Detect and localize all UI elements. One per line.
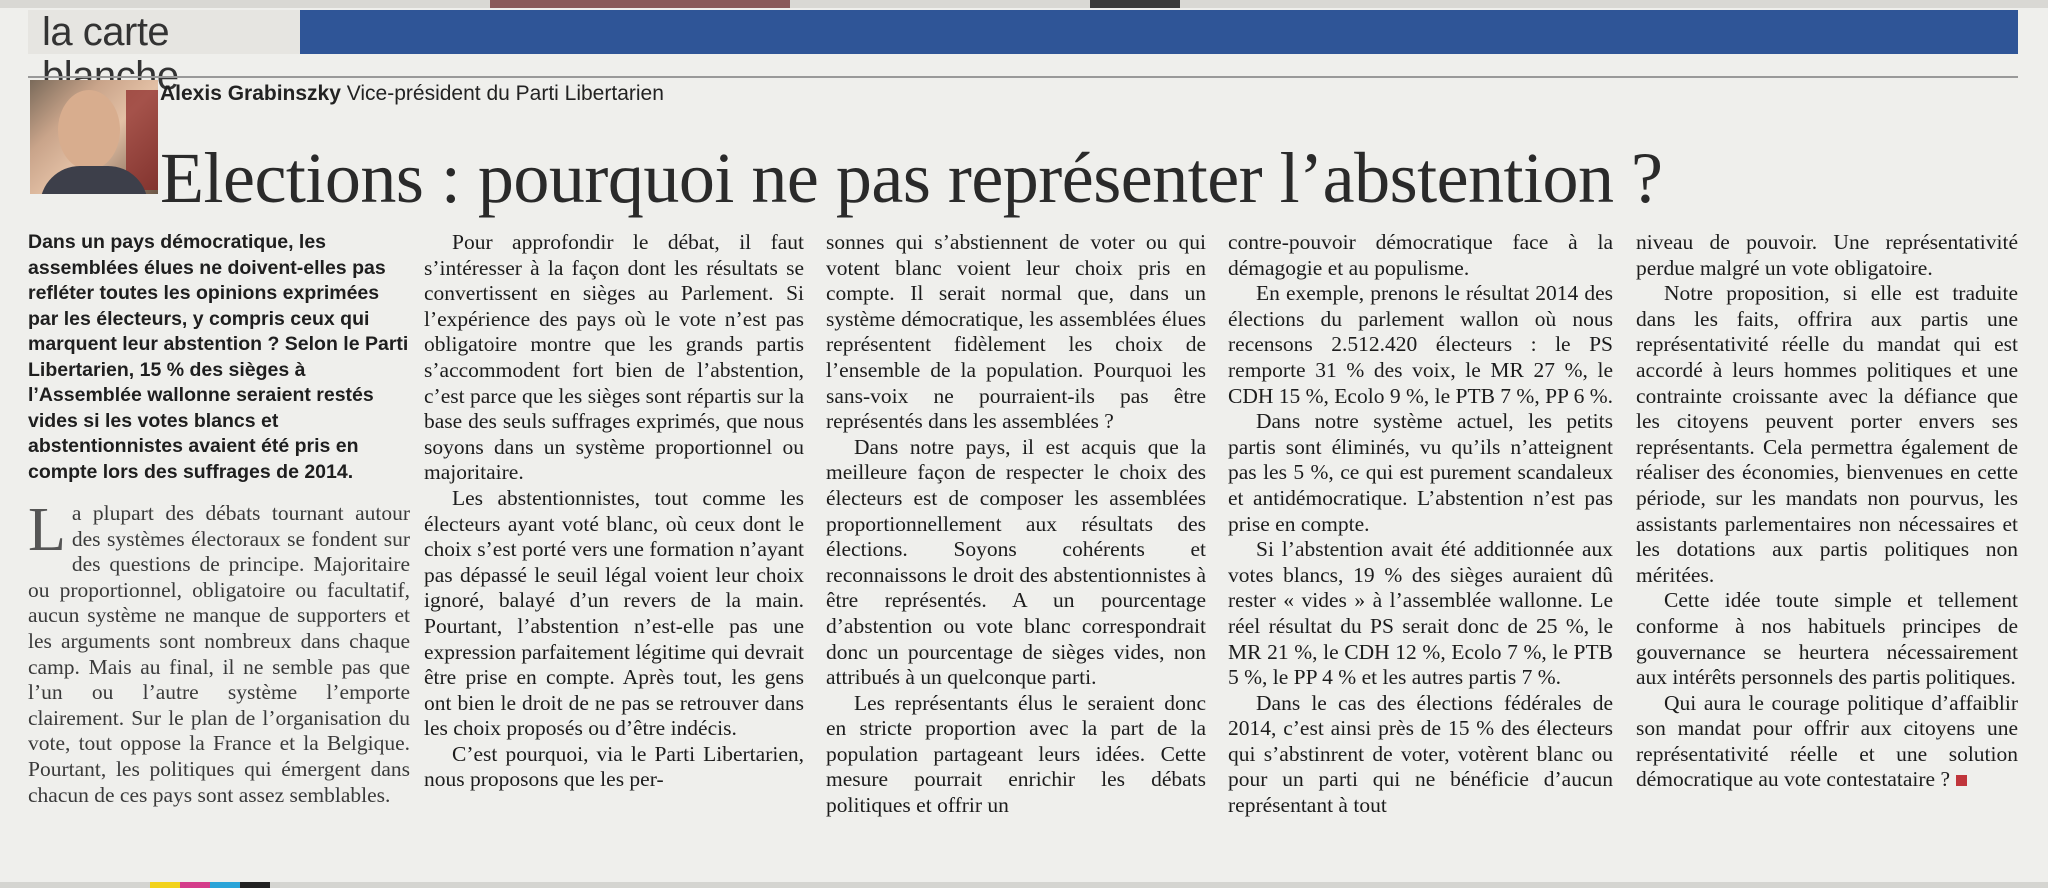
divider bbox=[28, 76, 2018, 78]
byline bbox=[160, 80, 664, 108]
column-3 bbox=[826, 230, 1206, 819]
author-role: Vice-président du Parti Libertarien bbox=[346, 82, 664, 105]
author-photo bbox=[30, 80, 158, 194]
body-paragraph: C’est pourquoi, via le Parti Libertarien, nous proposons que les per- bbox=[424, 741, 804, 792]
author-name: Alexis Grabinszky bbox=[160, 82, 341, 105]
previous-page-strip bbox=[0, 0, 2048, 8]
lead-paragraph: Dans un pays démocratique, les assemblées élues ne doivent-elles pas refléter toutes les opinions exprimées par les électeurs, y compris ceux qui marquent leur abstention ? Selon le Parti Libertarien, 15 % des sièges à l’Assemblée wallonne seraient restés vides si les votes blancs et abstentionnistes avaient été pris en compte lors des suffrages de 2014. bbox=[28, 231, 409, 483]
photo-fragment bbox=[490, 0, 790, 8]
print-color-bar bbox=[0, 882, 2048, 888]
body-paragraph: Si l’abstention avait été additionnée aux votes blancs, 19 % des sièges auraient dû rester « vides » à l’assemblée wallonne. Le réel résultat du PS serait donc de 25 %, le MR 21 %, le CDH 12 %, Ecolo 7 %, le PTB 5 %, le PP 4 % et les autres partis 7 %. bbox=[1228, 537, 1613, 690]
body-paragraph: Notre proposition, si elle est traduite dans les faits, offrira aux partis une représentativité réelle du mandat qui est accordé à leurs hommes politiques et une contrainte croissante avec la défiance que les citoyens peuvent porter envers ses représentants. Cela permettra également de réaliser des économies, bienvenues en cette période, sur les mandats non pourvus, les assistants parlementaires non nécessaires et les dotations aux partis politiques non méritées. bbox=[1636, 281, 2018, 587]
column-2 bbox=[424, 230, 804, 793]
section-label: la carte bbox=[28, 10, 300, 54]
body-paragraph: Les abstentionnistes, tout comme les électeurs ayant voté blanc, où ceux dont le choix s’est porté vers une formation n’ayant pas dépassé le seuil légal voient leur choix ignoré, balayé d’un revers de la main. Pourtant, l’abstention n’est-elle pas une expression parfaitement légitime qui devrait être prise en compte. Après tout, les gens ont bien le droit de ne pas se retrouver dans les choix proposés ou d’être indécis. bbox=[424, 485, 804, 741]
body-paragraph: Dans le cas des élections fédérales de 2014, c’est ainsi près de 15 % des électeurs qui s’abstinrent de voter, votèrent blanc ou pour un parti qui ne bénéficie d’aucun représentant à tout bbox=[1228, 690, 1613, 818]
body-paragraph: Pour approfondir le débat, il faut s’intéresser à la façon dont les résultats se convertissent en sièges au Parlement. Si l’expérience des pays où le vote n’est pas obligatoire montre que les grands partis s’accommodent fort bien de l’abstention, c’est parce que les sièges sont répartis sur la base des seuls suffrages exprimés, que nous soyons dans un système proportionnel ou majoritaire. bbox=[424, 230, 804, 485]
body-paragraph: sonnes qui s’abstiennent de voter ou qui votent blanc voient leur choix pris en compte. Il serait normal que, dans un système démocratique, les assemblées élues représentent fidèlement les choix de l’ensemble de la population. Pourquoi les sans-voix ne pourraient-ils pas être représentés dans les assemblées ? bbox=[826, 230, 1206, 434]
body-paragraph: Dans notre système actuel, les petits partis sont éliminés, vu qu’ils n’atteignent pas les 5 %, ce qui est purement scandaleux et antidémocratique. L’abstention n’est pas prise en compte. bbox=[1228, 409, 1613, 536]
column-4 bbox=[1228, 230, 1613, 819]
section-band-gap bbox=[28, 54, 2018, 74]
headline: Elections : pourquoi ne pas représenter l’abstention ? bbox=[160, 138, 1663, 218]
body-paragraph: Les représentants élus le seraient donc en stricte proportion avec la part de la population partageant leurs idées. Cette mesure pourrait enrichir les débats politiques et offrir un bbox=[826, 690, 1206, 818]
body-paragraph: contre-pouvoir démocratique face à la démagogie et au populisme. bbox=[1228, 230, 1613, 280]
body-text: a plupart des débats tournant autour des systèmes électoraux se fondent sur des questions de principe. Majoritaire ou proportionnel, obligatoire ou facultatif, aucun système ne manque de supporters et les arguments sont nombreux dans chaque camp. Mais au final, il ne semble pas que l’un ou l’autre système l’emporte clairement. Sur le plan de l’organisation du vote, tout oppose la France et la Belgique. Pourtant, les politiques qui émergent dans chacun de ces pays sont assez semblables. bbox=[28, 501, 410, 807]
final-paragraph bbox=[1636, 691, 2018, 793]
column-5 bbox=[1636, 230, 2018, 793]
body-paragraph: Cette idée toute simple et tellement conforme à nos habituels principes de gouvernance se heurtera nécessairement aux intérêts personnels des partis politiques. bbox=[1636, 588, 2018, 690]
column-1 bbox=[28, 230, 410, 808]
body-paragraph: niveau de pouvoir. Une représentativité perdue malgré un vote obligatoire. bbox=[1636, 230, 2018, 280]
photo-fragment bbox=[1090, 0, 1180, 8]
body-paragraph: En exemple, prenons le résultat 2014 des élections du parlement wallon où nous recensons 2.512.420 électeurs : le PS remporte 31 % des voix, le MR 27 %, le CDH 15 %, Ecolo 9 %, le PTB 7 %, PP 6 %. bbox=[1228, 281, 1613, 408]
body-paragraph: Dans notre pays, il est acquis que la meilleure façon de respecter le choix des électeurs est de composer les assemblées proportionnellement aux résultats des élections. Soyons cohérents et reconnaissons le droit des abstentionnistes à être représentés. A un pourcentage d’abstention ou vote blanc correspondrait donc un pourcentage de sièges vides, non attribués à un quelconque parti. bbox=[826, 434, 1206, 690]
intro-paragraph bbox=[28, 496, 410, 808]
end-of-article-mark bbox=[1956, 775, 1967, 786]
body-text: Qui aura le courage politique d’affaiblir son mandat pour offrir aux citoyens une représentativité réelle et une solution démocratique au vote contestataire ? bbox=[1636, 690, 2018, 792]
drop-cap: L bbox=[28, 496, 66, 564]
